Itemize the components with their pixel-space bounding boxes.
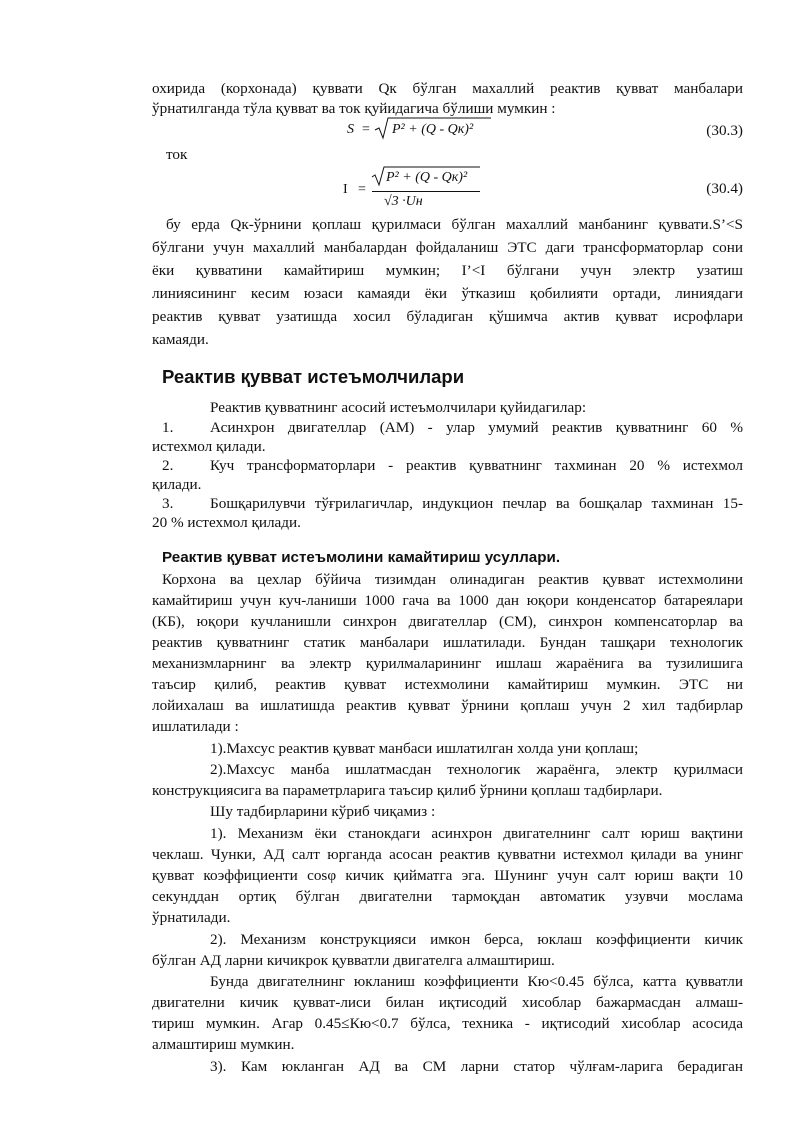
text-line: 3). Кам юкланган АД ва СМ ларни статор чўлғам-ларига берадиган [210,1058,743,1075]
text-line: ўрнатилганда тўла қувват ва ток қуйидагича бўлиши мумкин : [152,100,556,117]
list-number: 1. [162,419,174,436]
text-line: Бунда двигателнинг юкланиш коэффициенти Кю<0.45 бўлса, катта қувватли [210,973,743,990]
text-line: охирида (корхонада) қуввати Qк бўлган махаллий реактив қувват манбалари [152,80,743,97]
list-text: истехмол қилади. [152,438,266,455]
text-line: бу ерда Qк-ўрнини қоплаш қурилмаси бўлган махаллий манбанинг қуввати.S’<S [166,216,743,233]
list-text: Бошқарилувчи тўғрилагичлар, индукцион печлар ва бошқалар тахминан 15- [210,495,743,512]
section-heading: Реактив қувват истеъмолини камайтириш усуллари. [162,549,561,566]
text-line: 1).Махсус реактив қувват манбаси ишлатилган холда уни қоплаш; [210,740,639,757]
eq2-numerator: P² + (Q - Qк)² [386,170,468,185]
fraction-bar [372,191,480,192]
text-line: тириш мумкин. Агар 0.45≤Кю<0.7 бўлса, техника - иқтисодий хисоблар асосида [152,1015,743,1032]
text-line: 2).Махсус манба ишлатмасдан технологик жараёнга, электр қурилмаси [210,761,743,778]
text-line: конструкциясига ва параметрларига таъсир қилиб ўрнини қоплаш тадбирлари. [152,782,663,799]
eq2-lhs: I [343,182,348,197]
text-line: двигателни кичик қувват-лиси билан иқтисодий хисоблар бажармасдан алмаш- [152,994,743,1011]
text-line: Корхона ва цехлар бўйича тизимдан олинадиган реактив қувват истехмолини [162,571,743,588]
list-text: 20 % истехмол қилади. [152,514,301,531]
text-line: бўлган АД ларни кичикрок қувватли двигателга алмаштириш. [152,952,555,969]
text-line: таъсир қилиб, реактив қувват истехмолини камайтириш мумкин. ЭТС ни [152,676,743,693]
text-line: алмаштириш мумкин. [152,1036,295,1053]
text-line: Шу тадбирларини кўриб чиқамиз : [210,803,436,820]
text-line: 2). Механизм конструкцияси имкон берса, юклаш коэффициенти кичик [210,931,743,948]
text-line: ишлатилади : [152,718,239,735]
text-line: бўлгани учун махаллий манбалардан фойдаланиш ЭТС даги трансформаторлар сони [152,239,743,256]
text-line: секунддан ортиқ бўлган двигателни тармоқдан автоматик узувчи мослама [152,888,743,905]
text-line: Реактив қувватнинг асосий истеъмолчилари қуйидагилар: [210,399,587,416]
text-line: (КБ), юқори кучланишли синхрон двигателлар (СМ), синхрон компенсаторлар ва [152,613,743,630]
section-heading: Реактив қувват истеъмолчилари [162,366,465,387]
list-number: 2. [162,457,174,474]
text-line: камаяди. [152,331,209,348]
eq2-denominator: √3 ·Uн [384,194,423,209]
eq1-rhs: P² + (Q - Qк)² [392,122,474,137]
text-line: реактив қувватнинг статик манбалари ишлатилади. Бундан ташқари технологик [152,634,743,651]
text-line: линиясининг кесим юзаси камаяди ёки ўтказиш қобилияти ортади, линиядаги [152,285,743,302]
text-line: 1). Механизм ёки станокдаги асинхрон двигателнинг салт юриш вақтини [210,825,743,842]
text-line: реактив қувват узатишда хосил бўладиган қўшимча актив қувват исрофлари [152,308,743,325]
text-line: камайтириш учун куч-ланиши 1000 гача ва 1000 дан юқори конденсатор батареялари [152,592,743,609]
text-line: ток [166,146,188,163]
text-line: ёки қувватини камайтириш мумкин; I’<I бўлгани учун электр узатиш [152,262,743,279]
list-number: 3. [162,495,174,512]
text-line: чеклаш. Чунки, АД салт юрганда асосан реактив қувватни истехмол қилади ва унинг [152,846,743,863]
equation-number: (30.4) [706,180,743,197]
equation-number: (30.3) [706,122,743,139]
text-line: ўрнатилади. [152,909,231,926]
text-line: қувват коэффициенти cosφ кичик қийматга эга. Шунинг учун салт юриш вақти 10 [152,867,743,884]
text-line: лойихалаш ва ишлатишда реактив қувват ўрнини қоплаш учун 2 хил тадбирлар [152,697,743,714]
text-line: механизмларнинг ва электр қурилмаларининг ишлаш жараёнига ва тузилишига [152,655,743,672]
eq1-lhs: S [347,122,354,137]
list-text: қилади. [152,476,202,493]
list-text: Куч трансформаторлари - реактив қувватнинг тахминан 20 % истехмол [210,457,743,474]
document-page: охирида (корхонада) қуввати Qк бўлган махаллий реактив қувват манбалари ўрнатилганда тўла қувват ва ток қуйидагича бўлиши мумкин : S = P² + (Q - Qк)² (30.3) ток I = P² + (Q - Qк)² √3 ·Uн (30.4) бу ерда Qк-ўрнини қоплаш қурилмаси бўлган махаллий манбанинг қуввати.S’<S бўлгани учун махаллий манбалардан фойдаланиш ЭТС даги трансформаторлар сони ёки қувватини камайтириш мумкин; I’<I бўлгани учун электр узатиш линиясининг кесим юзаси камаяди ёки ўтказиш қобилияти ортади, линиядаги реактив қувват узатишда хосил бўладиган қўшимча актив қувват исрофлари камаяди. Реактив қувват истеъмолчилари Реактив қувватнинг асосий истеъмолчилари қуйидагилар: 1. Асинхрон двигателлар (АМ) - улар умумий реактив қувватнинг 60 % истехмол қилади. 2. Куч трансформаторлари - реактив қувватнинг тахминан 20 % истехмол қилади. 3. Бошқарилувчи тўғрилагичлар, индукцион печлар ва бошқалар тахминан 15- 20 % истехмол қилади. Реактив қувват истеъмолини камайтириш усуллари. Корхона ва цехлар бўйича тизимдан олинадиган реактив қувват истехмолини камайтириш учун куч-ланиши 1000 гача ва 1000 дан юқори конденсатор батареялари (КБ), юқори кучланишли синхрон двигателлар (СМ), синхрон компенсаторлар ва реактив қувватнинг статик манбалари ишлатилади. Бундан ташқари технологик механизмларнинг ва электр қурилмаларининг ишлаш жараёнига ва тузилишига таъсир қилиб, реактив қувват истехмолини камайтириш мумкин. ЭТС ни лойихалаш ва ишлатишда реактив қувват ўрнини қоплаш учун 2 хил тадбирлар ишлатилади : 1).Махсус реактив қувват манбаси ишлатилган холда уни қоплаш; 2).Махсус манба ишлатмасдан технологик жараёнга, электр қурилмаси конструкциясига ва параметрларига таъсир қилиб ўрнини қоплаш тадбирлари. Шу тадбирларини кўриб чиқамиз : 1). Механизм ёки станокдаги асинхрон двигателнинг салт юриш вақтини чеклаш. Чунки, АД салт юрганда асосан реактив қувватни истехмол қилади ва унинг қувват коэффициенти cosφ кичик қийматга эга. Шунинг учун салт юриш вақти 10 секунддан ортиқ бўлган двигателни тармоқдан автоматик узувчи мослама ўрнатилади. 2). Механизм конструкцияси имкон берса, юклаш коэффициенти кичик бўлган АД ларни кичикрок қувватли двигателга алмаштириш. Бунда двигателнинг юкланиш коэффициенти Кю<0.45 бўлса, катта қувватли двигателни кичик қувват-лиси билан иқтисодий хисоблар бажармасдан алмаш- тириш мумкин. Агар 0.45≤Кю<0.7 бўлса, техника - иқтисодий хисоблар асосида алмаштириш мумкин. 3). Кам юкланган АД ва СМ ларни статор чўлғам-ларига берадиган [0,0,800,1131]
list-text: Асинхрон двигателлар (АМ) - улар умумий реактив қувватнинг 60 % [210,419,743,436]
